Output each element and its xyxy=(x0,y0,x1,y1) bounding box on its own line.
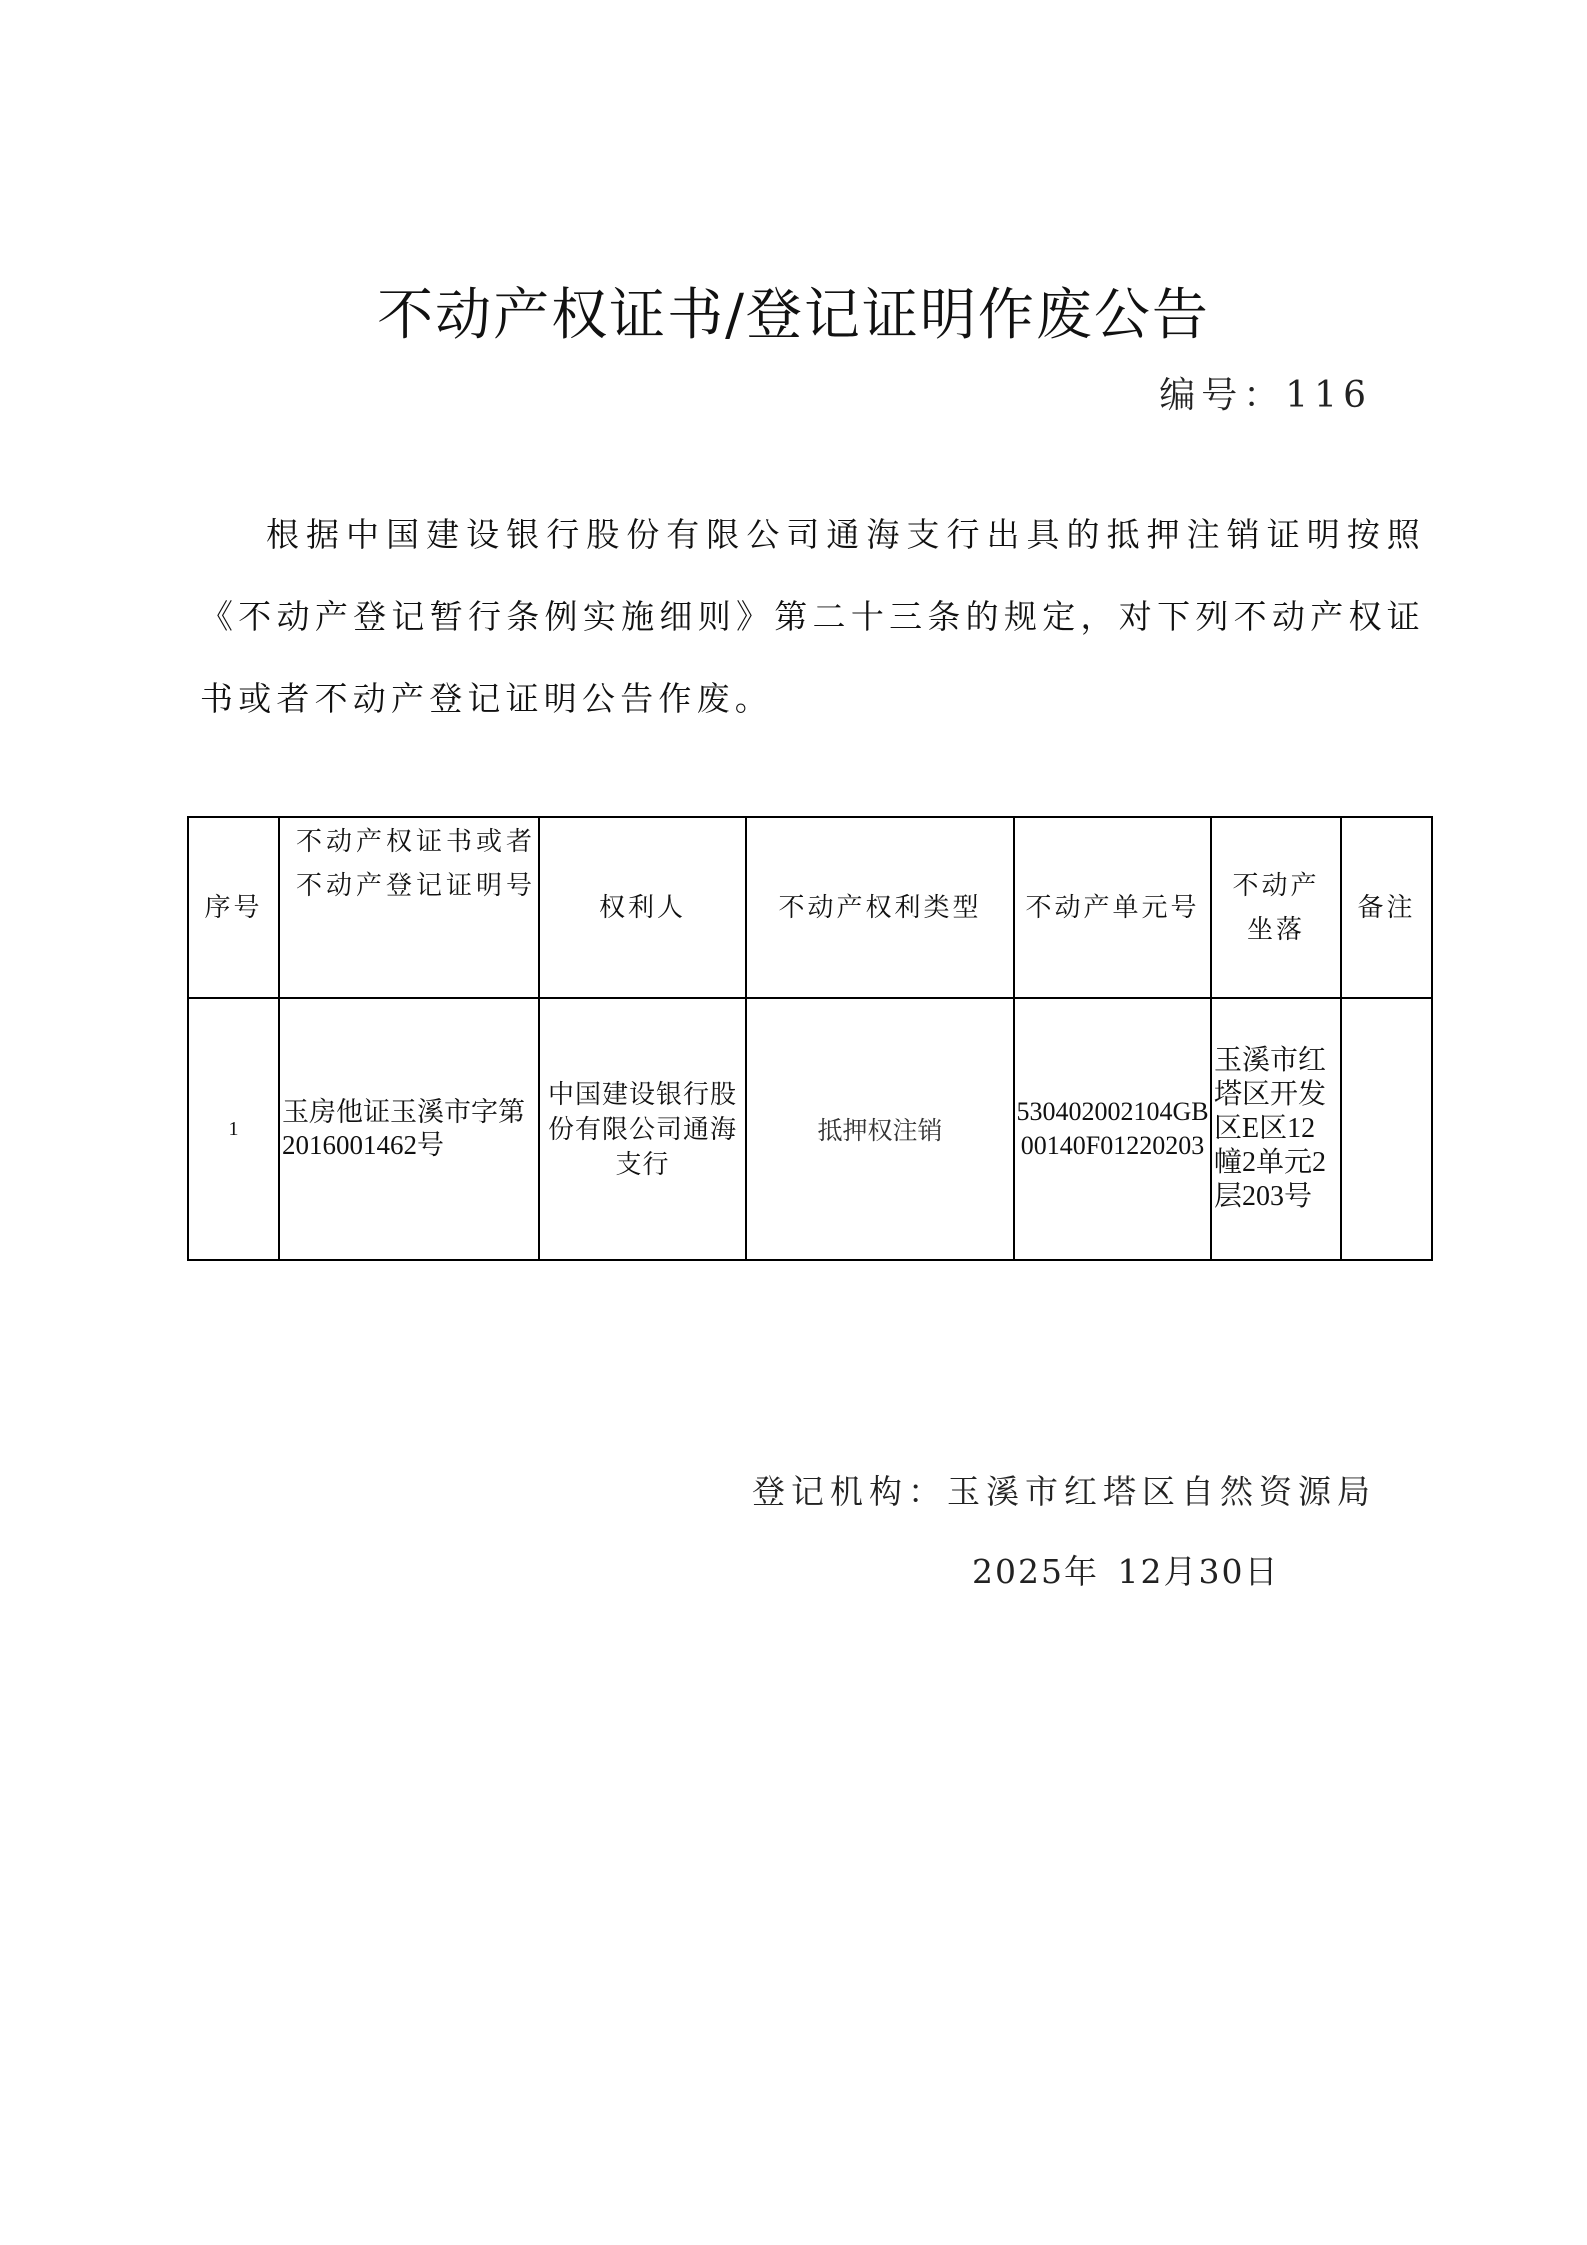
column-header-location: 不动产坐落 xyxy=(1211,817,1341,998)
signature-date: 2025年 12月30日 xyxy=(972,1552,1280,1591)
column-header-unit-no: 不动产单元号 xyxy=(1014,817,1211,998)
document-number-value: 116 xyxy=(1285,375,1372,416)
body-paragraph: 根据中国建设银行股份有限公司通海支行出具的抵押注销证明按照《不动产登记暂行条例实施细则》第二十三条的规定，对下列不动产权证书或者不动产登记证明公告作废。 xyxy=(200,515,1425,718)
column-header-remark: 备注 xyxy=(1341,817,1432,998)
voided-certificate-table xyxy=(187,816,1433,1261)
column-header-seq: 序号 xyxy=(188,817,279,998)
cell-seq: 1 xyxy=(188,998,279,1260)
document-number-label: 编号： xyxy=(1159,375,1286,416)
document-number xyxy=(1159,372,1372,420)
cell-right-type: 抵押权注销 xyxy=(746,998,1014,1260)
column-header-cert-no: 不动产权证书或者不动产登记证明号 xyxy=(279,817,539,998)
cell-cert-no: 玉房他证玉溪市字第2016001462号 xyxy=(279,998,539,1260)
column-header-right-type: 不动产权利类型 xyxy=(746,817,1014,998)
cell-unit-no: 530402002104GB00140F01220203 xyxy=(1014,998,1211,1260)
cell-holder: 中国建设银行股份有限公司通海支行 xyxy=(539,998,746,1260)
signature-org-name: 玉溪市红塔区自然资源局 xyxy=(947,1472,1376,1511)
table-header-row xyxy=(188,817,1432,998)
table-row xyxy=(188,998,1432,1260)
column-header-holder: 权利人 xyxy=(539,817,746,998)
page-title: 不动产权证书/登记证明作废公告 xyxy=(377,283,1210,348)
signature-organization xyxy=(752,1468,1376,1516)
cell-remark xyxy=(1341,998,1432,1260)
cell-location: 玉溪市红塔区开发区E区12幢2单元2层203号 xyxy=(1211,998,1341,1260)
signature-org-label: 登记机构： xyxy=(752,1472,947,1511)
